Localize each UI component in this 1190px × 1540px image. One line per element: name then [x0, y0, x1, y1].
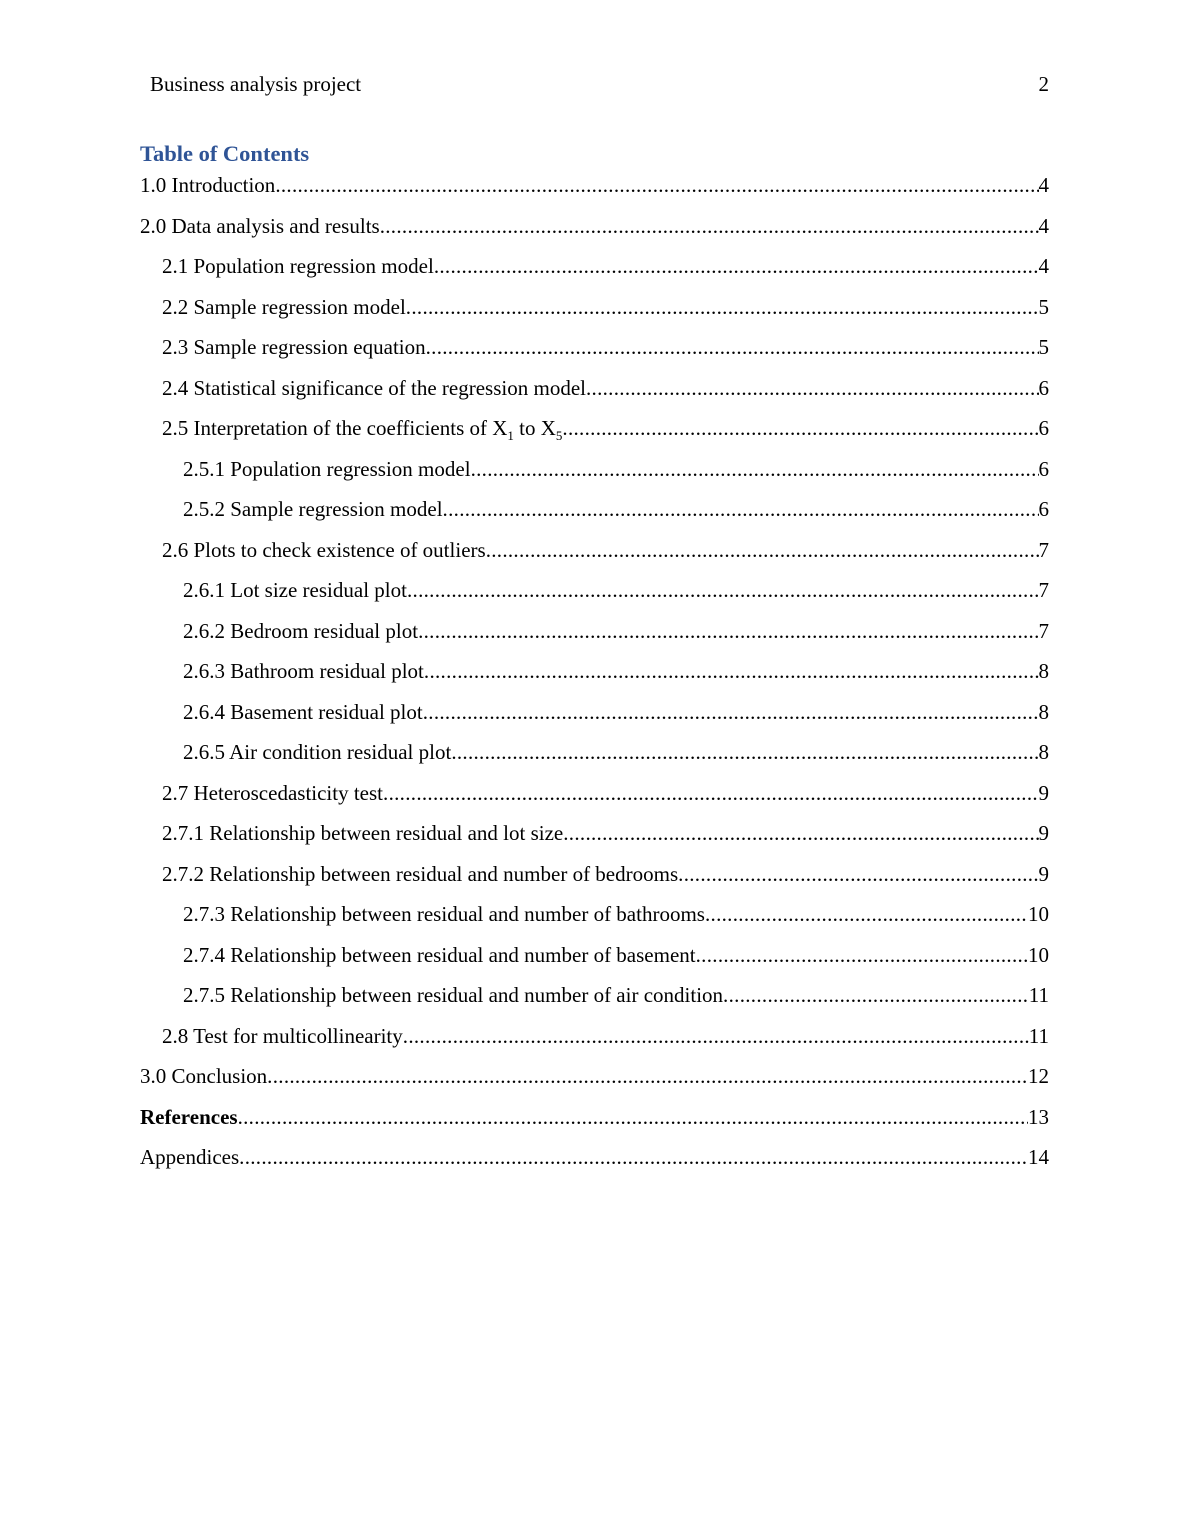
toc-entry-label: 2.3 Sample regression equation: [162, 335, 426, 359]
toc-page-number: 9: [1038, 780, 1049, 805]
toc-heading: Table of Contents: [140, 141, 310, 166]
toc-page-number: 6: [1038, 416, 1049, 440]
toc-dot-leader: [275, 170, 1038, 200]
toc-entry-label: 2.0 Data analysis and results: [140, 213, 380, 238]
toc-dot-leader: [407, 575, 1039, 605]
toc-dot-leader: [586, 373, 1039, 403]
toc-dot-leader: [406, 292, 1039, 322]
toc-page-number: 6: [1038, 456, 1049, 481]
toc-entry-data-analysis[interactable]: [140, 211, 1049, 252]
toc-page-number: 7: [1038, 578, 1049, 602]
toc-entry-population-regression-model[interactable]: [140, 251, 1049, 292]
toc-entry-label: 2.7.1 Relationship between residual and lot size: [162, 821, 564, 845]
toc-page-number: 13: [1028, 1104, 1049, 1129]
toc-entry-label-part: 2.5 Interpretation of the coefficients of X: [162, 416, 508, 440]
toc-page-number: 10: [1028, 902, 1049, 926]
toc-page-number: 7: [1038, 537, 1049, 562]
toc-entry-outlier-plots[interactable]: [140, 535, 1049, 576]
toc-entry-label: 2.1 Population regression model: [162, 254, 434, 278]
toc-entry-residual-basement[interactable]: [140, 940, 1049, 981]
toc-entry-label: 3.0 Conclusion: [140, 1064, 268, 1088]
toc-page-number: 10: [1028, 942, 1049, 967]
toc-entry-label: 2.2 Sample regression model: [162, 294, 406, 319]
toc-page-number: 12: [1028, 1064, 1049, 1088]
toc-page-number: 4: [1038, 173, 1049, 197]
toc-dot-leader: [696, 940, 1028, 970]
toc-entry-introduction[interactable]: [140, 170, 1049, 211]
toc-entry-label: 2.6.5 Air condition residual plot: [183, 740, 452, 764]
subscript-5: 5: [555, 428, 563, 444]
toc-entry-label: 2.7.3 Relationship between residual and number of bathrooms: [183, 902, 705, 926]
toc-entry-sample-regression-model-sub[interactable]: [140, 494, 1049, 535]
toc-page-number: 14: [1028, 1145, 1049, 1169]
toc-page-number: 8: [1038, 699, 1049, 724]
toc-dot-leader: [443, 494, 1039, 524]
toc-entry-basement-plot[interactable]: [140, 697, 1049, 738]
page-header: [150, 70, 1049, 98]
toc-entry-statistical-significance[interactable]: [140, 373, 1049, 414]
toc-entry-residual-lot-size[interactable]: [140, 818, 1049, 859]
toc-entry-label: 2.6.1 Lot size residual plot: [183, 578, 407, 602]
toc-entry-interpretation-coefficients[interactable]: [140, 413, 1049, 454]
toc-entry-label: 2.7.5 Relationship between residual and number of air condition: [183, 983, 724, 1007]
toc-entry-label: 1.0 Introduction: [140, 173, 276, 197]
subscript-1: 1: [507, 428, 514, 444]
toc-dot-leader: [383, 778, 1038, 808]
toc-page-number: 8: [1038, 740, 1049, 764]
toc-entry-air-condition-plot[interactable]: [140, 737, 1049, 778]
toc-entry-bedroom-plot[interactable]: [140, 616, 1049, 657]
toc-page-number: 8: [1038, 659, 1049, 683]
toc-dot-leader: [486, 535, 1039, 565]
toc-entry-label: 2.7 Heteroscedasticity test: [162, 780, 384, 805]
toc-dot-leader: [723, 980, 1029, 1010]
toc-page-number: 6: [1038, 497, 1049, 521]
toc-dot-leader: [267, 1061, 1028, 1091]
toc-entry-label: 2.6.4 Basement residual plot: [183, 699, 423, 724]
toc-entry-sample-regression-equation[interactable]: [140, 332, 1049, 373]
toc-entry-label: Appendices: [140, 1145, 240, 1169]
toc-dot-leader: [471, 454, 1039, 484]
toc-page-number: 4: [1038, 254, 1049, 278]
toc-entry-label: References: [140, 1104, 238, 1129]
toc-entry-label: [162, 413, 562, 443]
toc-entry-bathroom-plot[interactable]: [140, 656, 1049, 697]
toc-entry-label: 2.8 Test for multicollinearity: [162, 1023, 403, 1048]
toc-entry-label: 2.5.2 Sample regression model: [183, 497, 443, 521]
toc-dot-leader: [418, 616, 1038, 646]
toc-entry-lot-size-plot[interactable]: [140, 575, 1049, 616]
toc-dot-leader: [403, 1021, 1029, 1051]
toc-entry-population-regression-model-sub[interactable]: [140, 454, 1049, 495]
header-title: Business analysis project: [150, 72, 362, 96]
toc-entry-label: 2.6.2 Bedroom residual plot: [183, 618, 419, 643]
toc-entry-label: 2.6 Plots to check existence of outliers: [162, 537, 486, 562]
toc-dot-leader: [563, 818, 1038, 848]
toc-entry-appendices[interactable]: [140, 1142, 1049, 1183]
toc-dot-leader: [239, 1142, 1028, 1172]
toc-entry-label: 2.4 Statistical significance of the regression model: [162, 375, 586, 400]
toc-entry-label: 2.7.4 Relationship between residual and number of basement: [183, 942, 696, 967]
toc-entry-label: 2.7.2 Relationship between residual and number of bedrooms: [162, 861, 679, 886]
toc-dot-leader: [678, 859, 1038, 889]
toc-dot-leader: [705, 899, 1028, 929]
toc-entry-label: 2.6.3 Bathroom residual plot: [183, 659, 424, 683]
toc-page-number: 5: [1038, 294, 1049, 319]
toc-page-number: 9: [1038, 861, 1049, 886]
page-number: 2: [1038, 72, 1049, 96]
toc-page-number: 11: [1028, 1023, 1049, 1048]
toc-page-number: 7: [1038, 618, 1049, 643]
toc-entry-residual-bedrooms[interactable]: [140, 859, 1049, 900]
toc-entry-conclusion[interactable]: [140, 1061, 1049, 1102]
toc-entry-label: 2.5.1 Population regression model: [183, 456, 471, 481]
toc-page-number: 6: [1038, 375, 1049, 400]
toc-dot-leader: [238, 1102, 1028, 1132]
toc-dot-leader: [434, 251, 1039, 281]
toc-page-number: 4: [1038, 213, 1049, 238]
toc-entry-residual-bathrooms[interactable]: [140, 899, 1049, 940]
toc-entry-multicollinearity[interactable]: [140, 1021, 1049, 1062]
toc-entry-references[interactable]: [140, 1102, 1049, 1143]
toc-dot-leader: [426, 332, 1039, 362]
toc-entry-heteroscedasticity-test[interactable]: [140, 778, 1049, 819]
toc-dot-leader: [451, 737, 1038, 767]
toc-entry-residual-air-condition[interactable]: [140, 980, 1049, 1021]
toc-page-number: 11: [1028, 983, 1049, 1007]
toc-entry-label-part: to X: [513, 416, 556, 440]
toc-dot-leader: [562, 413, 1038, 443]
toc-dot-leader: [423, 697, 1039, 727]
toc-page-number: 9: [1038, 821, 1049, 845]
toc-entry-sample-regression-model[interactable]: [140, 292, 1049, 333]
toc-page-number: 5: [1038, 335, 1049, 359]
toc-dot-leader: [380, 211, 1039, 241]
table-of-contents: [140, 170, 1049, 1183]
toc-dot-leader: [424, 656, 1039, 686]
